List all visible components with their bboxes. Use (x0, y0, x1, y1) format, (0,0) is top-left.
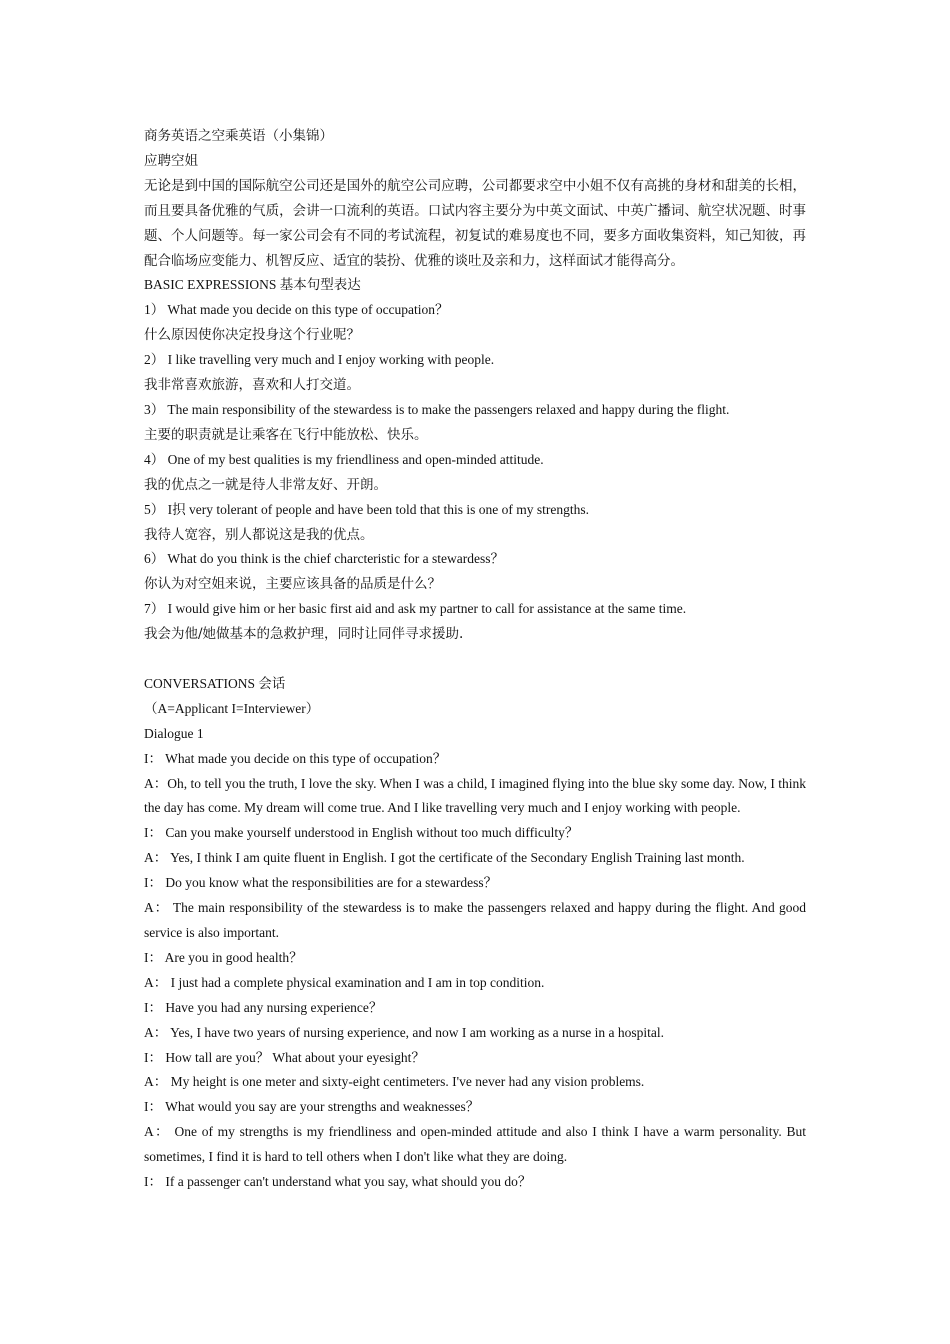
dialogue-list (144, 747, 806, 1195)
dialogue-line: A： One of my strengths is my friendliness and open-minded attitude and also I think I have a warm personality. But sometimes, I find it is hard to tell others when I don't like what they are doing. (144, 1124, 806, 1165)
expressions-list (144, 298, 806, 647)
roles-note: （A=Applicant I=Interviewer） (144, 700, 320, 716)
expression-zh: 我非常喜欢旅游，喜欢和人打交道。 (144, 377, 360, 394)
expression-zh: 我会为他/她做基本的急救护理，同时让同伴寻求援助. (144, 626, 464, 643)
expression-zh: 主要的职责就是让乘客在飞行中能放松、快乐。 (144, 426, 428, 443)
dialogue-line: I： Can you make yourself understood in English without too much difficulty？ (144, 825, 579, 841)
expression-en: 6） What do you think is the chief charcteristic for a stewardess？ (144, 551, 505, 567)
dialogue-title: Dialogue 1 (144, 725, 204, 741)
dialogue-line: A：Oh, to tell you the truth, I love the sky. When I was a child, I imagined flying into the blue sky some day. Now, I think the day has come. My dream will come true. And I like travelling very much and I enjoy working with people. (144, 775, 806, 816)
dialogue-line: I： What made you decide on this type of occupation？ (144, 750, 447, 766)
dialogue-line: I： Have you had any nursing experience？ (144, 999, 383, 1015)
dialogue-line: A： I just had a complete physical examination and I am in top condition. (144, 974, 545, 990)
dialogue-line: I： If a passenger can't understand what you say, what should you do？ (144, 1174, 532, 1190)
expression-zh: 什么原因使你决定投身这个行业呢？ (144, 327, 360, 344)
dialogue-line: A： The main responsibility of the stewardess is to make the passengers relaxed and happy during the flight. And good service is also important. (144, 900, 806, 940)
document-body (144, 124, 806, 1195)
expression-en: 2） I like travelling very much and I enjoy working with people. (144, 352, 495, 368)
expression-en: 7） I would give him or her basic first aid and ask my partner to call for assistance at the same time. (144, 601, 687, 617)
blank-line (144, 647, 806, 672)
expression-zh: 我待人宽容，别人都说这是我的优点。 (144, 526, 374, 543)
expression-zh: 你认为对空姐来说，主要应该具备的品质是什么？ (144, 576, 441, 593)
expression-zh: 我的优点之一就是待人非常友好、开朗。 (144, 476, 387, 493)
dialogue-line: I： What would you say are your strengths and weaknesses？ (144, 1099, 480, 1115)
dialogue-line: A： My height is one meter and sixty-eight centimeters. I've never had any vision problems. (144, 1074, 645, 1090)
dialogue-line: I： Are you in good health？ (144, 949, 303, 965)
expression-en: 3） The main responsibility of the stewardess is to make the passengers relaxed and happy during the flight. (144, 401, 730, 417)
intro-paragraph: 无论是到中国的国际航空公司还是国外的航空公司应聘，公司都要求空中小姐不仅有高挑的身材和甜美的长相，而且要具备优雅的气质，会讲一口流利的英语。口试内容主要分为中英文面试、中英广播词、航空状况题、时事题、个人问题等。每一家公司会有不同的考试流程，初复试的难易度也不同，要多方面收集资料，知己知彼，再配合临场应变能力、机智反应、适宜的装扮、优雅的谈吐及亲和力，这样面试才能得高分。 (144, 177, 806, 269)
dialogue-line: I： Do you know what the responsibilities are for a stewardess？ (144, 875, 498, 891)
dialogue-line: A： Yes, I think I am quite fluent in English. I got the certificate of the Secondary English Training last month. (144, 850, 745, 866)
dialogue-line: I： How tall are you？ What about your eyesight？ (144, 1049, 425, 1065)
section-title: 应聘空姐 (144, 152, 198, 169)
document-title: 商务英语之空乘英语（小集锦） (144, 128, 333, 144)
dialogue-line: A： Yes, I have two years of nursing experience, and now I am working as a nurse in a hospital. (144, 1024, 665, 1040)
expression-en: 4） One of my best qualities is my friendliness and open-minded attitude. (144, 451, 544, 467)
expression-en: 5） I抧 very tolerant of people and have been told that this is one of my strengths. (144, 501, 590, 517)
basic-expressions-heading: BASIC EXPRESSIONS 基本句型表达 (144, 277, 361, 293)
conversations-heading: CONVERSATIONS 会话 (144, 675, 286, 691)
expression-en: 1） What made you decide on this type of occupation？ (144, 302, 449, 318)
